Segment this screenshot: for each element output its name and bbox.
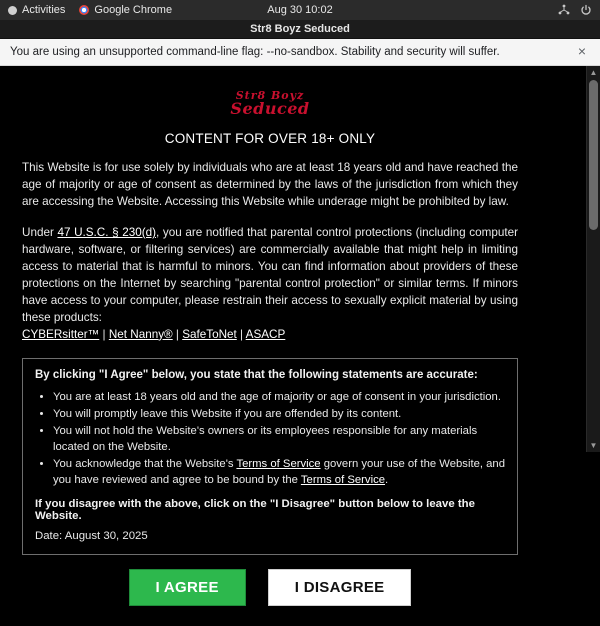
- activities-dot-icon: [8, 6, 17, 15]
- age-requirement-paragraph: This Website is for use solely by individuals who are at least 18 years old and have reached the age of majority or age of consent as determined by the laws of the jurisdiction from which they are accessing the Website. Accessing this Website while underage might be prohibited by law.: [22, 161, 518, 208]
- list-item-terms: [53, 456, 505, 488]
- page-scrollbar[interactable]: [586, 66, 600, 452]
- cybersitter-link[interactable]: CYBERsitter™: [22, 327, 100, 341]
- agreement-date: Date: August 30, 2025: [35, 529, 148, 542]
- terms-of-service-link-2[interactable]: Terms of Service: [300, 473, 386, 486]
- chrome-icon: [79, 5, 89, 15]
- activities-label: Activities: [22, 4, 66, 16]
- parental-control-paragraph: [22, 225, 518, 344]
- system-bar-left: [8, 4, 172, 16]
- window-title-bar: [0, 20, 600, 39]
- taskbar-item-google-chrome[interactable]: [79, 4, 172, 16]
- agreement-box: [22, 358, 518, 555]
- safetonet-link[interactable]: SafeToNet: [182, 327, 237, 341]
- i-agree-button[interactable]: I AGREE: [129, 569, 246, 606]
- system-bar-right: [558, 4, 592, 16]
- site-logo-line1: Str8 Boyz: [235, 89, 305, 102]
- activities-button[interactable]: [8, 4, 65, 16]
- command-line-flag-infobar: [0, 39, 600, 66]
- agreement-buttons: [22, 569, 518, 626]
- net-nanny-link[interactable]: Net Nanny®: [108, 327, 173, 341]
- window-title: Str8 Boyz Seduced: [250, 23, 350, 35]
- browser-viewport: [0, 66, 600, 596]
- age-verification-page: [0, 66, 540, 626]
- list-item: • You will not hold the Website's owners or its employees responsible for any materials located on the Website.: [53, 423, 505, 455]
- site-logo-line2: Seduced: [230, 99, 310, 118]
- infobar-message: You are using an unsupported command-line flag: --no-sandbox. Stability and security will suffer.: [10, 46, 500, 58]
- site-logo-text: [230, 90, 309, 117]
- tos-bullet-middle: govern your use of the Website, and you have reviewed and agree to be bound by the: [53, 457, 505, 486]
- tos-bullet-prefix: You acknowledge that the Website's: [53, 457, 237, 470]
- parental-paragraph-prefix: Under: [22, 225, 58, 239]
- tos-bullet-suffix: .: [385, 473, 389, 486]
- scroll-down-icon[interactable]: ▼: [589, 441, 598, 450]
- link-separator-2: |: [172, 327, 183, 341]
- site-logo: [22, 82, 518, 127]
- system-clock[interactable]: Aug 30 10:02: [267, 4, 333, 16]
- list-item: • You will promptly leave this Website if you are offended by its content.: [53, 406, 505, 422]
- agreement-bullet-list: [35, 389, 505, 488]
- agreement-closing: If you disagree with the above, click on the "I Disagree" button below to leave the Website.: [35, 497, 475, 522]
- link-separator-3: |: [236, 327, 246, 341]
- taskbar-item-label: Google Chrome: [94, 4, 173, 16]
- power-icon[interactable]: [580, 4, 592, 16]
- network-icon[interactable]: [558, 4, 570, 16]
- asacp-link[interactable]: ASACP: [245, 327, 286, 341]
- close-icon[interactable]: ×: [577, 43, 587, 59]
- scroll-up-icon[interactable]: ▲: [589, 68, 598, 77]
- scrollbar-thumb[interactable]: [589, 80, 598, 230]
- usc-230d-link[interactable]: 47 U.S.C. § 230(d): [57, 225, 157, 239]
- page-title: CONTENT FOR OVER 18+ ONLY: [164, 131, 376, 146]
- agreement-intro: By clicking "I Agree" below, you state that the following statements are accurate:: [35, 368, 478, 381]
- terms-of-service-link-1[interactable]: Terms of Service: [236, 457, 321, 470]
- list-item: • You are at least 18 years old and the age of majority or age of consent in your jurisdiction.: [53, 389, 505, 405]
- parental-paragraph-body: , you are notified that parental control protections (including computer hardware, software, or filtering services) are commercially available that might help in limiting access to material that is harmful to minors. You can find information about providers of these protections on the Internet by searching "parental control protection" or similar terms. If minors have access to your computer, please restrain their access to sexually explicit material by using these products:: [22, 225, 518, 324]
- link-separator-1: |: [99, 327, 109, 341]
- i-disagree-button[interactable]: I DISAGREE: [268, 569, 412, 606]
- system-top-bar: [0, 0, 600, 20]
